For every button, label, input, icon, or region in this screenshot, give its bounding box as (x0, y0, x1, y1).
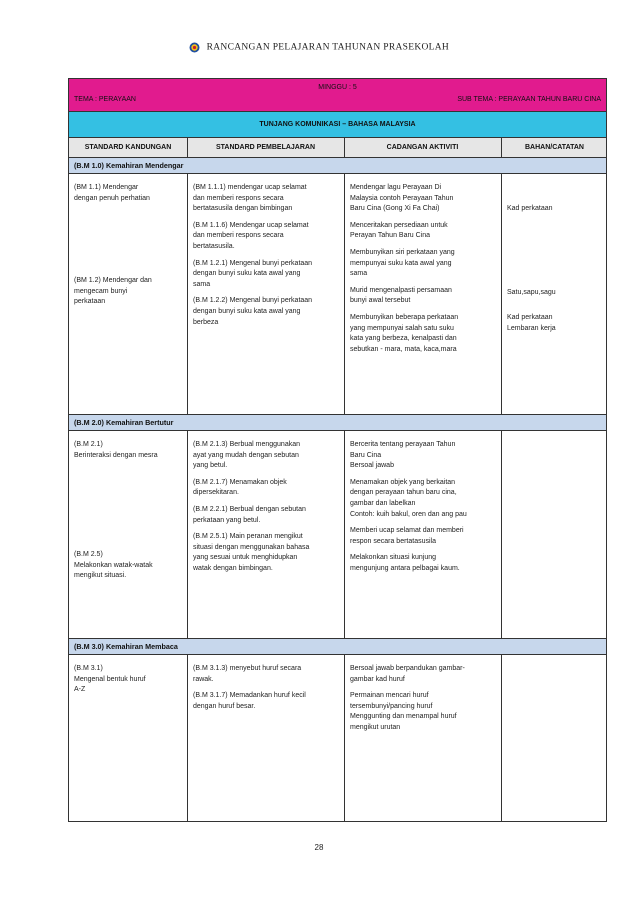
pembelajaran-item: (B.M 1.2.1) Mengenal bunyi perkataan dengan bunyi suku kata awal yang sama (193, 259, 313, 288)
aktiviti-item: Membunyikan siri perkataan yang mempunyai suku kata awal yang sama (350, 248, 455, 278)
pillar-band: TUNJANG KOMUNIKASI – BAHASA MALAYSIA (69, 112, 606, 138)
bahan-item: Kad perkataan Lembaran kerja (507, 314, 556, 332)
tema-label: TEMA : PERAYAAN (74, 96, 136, 103)
pembelajaran-cell (193, 183, 341, 334)
column-header-aktiviti: CADANGAN AKTIVITI (386, 144, 459, 151)
kandungan-item: (B.M 3.1) Mengenal bentuk huruf A-Z (74, 665, 146, 694)
kandungan-cell (74, 183, 184, 314)
bahan-item: Kad perkataan (507, 205, 553, 212)
week-band (69, 79, 606, 112)
pembelajaran-item: (B.M 3.1.7) Memadankan huruf kecil dengan huruf besar. (193, 692, 306, 710)
pembelajaran-item: (B.M 2.2.1) Berbual dengan sebutan perkataan yang betul. (193, 505, 306, 524)
section-row-membaca (69, 655, 606, 821)
column-header-pembelajaran: STANDARD PEMBELAJARAN (215, 144, 316, 151)
aktiviti-item: Bercerita tentang perayaan Tahun Baru Cina Bersoal jawab (350, 441, 456, 470)
aktiviti-cell (350, 664, 498, 740)
week-label: MINGGU : 5 (318, 84, 357, 91)
pembelajaran-cell (193, 440, 341, 581)
lesson-plan-table (68, 78, 607, 822)
section-title-bertutur: (B.M 2.0) Kemahiran Bertutur (69, 415, 606, 431)
subtema-label: SUB TEMA : PERAYAAN TAHUN BARU CINA (457, 96, 601, 103)
kandungan-cell (74, 664, 184, 702)
column-header-kandungan: STANDARD KANDUNGAN (84, 144, 172, 151)
kandungan-item: (BM 1.2) Mendengar dan mengecam bunyi perkataan (74, 277, 152, 306)
pembelajaran-item: (B.M 1.1.6) Mendengar ucap selamat dan memberi respons secara bertatasusila. (193, 221, 309, 250)
bahan-cell (507, 183, 605, 340)
section-title-mendengar: (B.M 1.0) Kemahiran Mendengar (69, 158, 606, 174)
bahan-item: Satu,sapu,sagu (507, 288, 556, 296)
document-title: RANCANGAN PELAJARAN TAHUNAN PRASEKOLAH (206, 42, 450, 53)
kandungan-item: (B.M 2.1) Berinteraksi dengan mesra (74, 441, 158, 459)
kandungan-item: (B.M 2.5) Melakonkan watak-watak mengikut situasi. (74, 551, 153, 580)
pembelajaran-item: (B.M 2.1.7) Menamakan objek dipersekitaran. (193, 478, 287, 497)
aktiviti-item: Mendengar lagu Perayaan Di Malaysia contoh Perayaan Tahun Baru Cina (Gong Xi Fa Chai) (350, 184, 454, 213)
kandungan-cell (74, 440, 184, 588)
section-row-bertutur (69, 431, 606, 639)
pembelajaran-item: (B.M 3.1.3) menyebut huruf secara rawak. (193, 665, 302, 683)
page-number: 28 (314, 843, 324, 852)
kandungan-item: (BM 1.1) Mendengar dengan penuh perhatian (74, 184, 150, 202)
pembelajaran-item: (B.M 1.2.2) Mengenal bunyi perkataan dengan bunyi suku kata awal yang berbeza (193, 297, 313, 326)
column-header-bahan: BAHAN/CATATAN (525, 144, 584, 151)
aktiviti-item: Melakonkan situasi kunjung mengunjung antara pelbagai kaum. (350, 554, 460, 572)
aktiviti-cell (350, 183, 498, 361)
aktiviti-cell (350, 440, 498, 581)
aktiviti-item: Menamakan objek yang berkaitan dengan perayaan tahun baru cina, gambar dan labelkan Contoh: kuih bakul, oren dan ang pau (350, 478, 467, 518)
page-header (0, 42, 638, 53)
pembelajaran-item: (B.M 2.1.3) Berbual menggunakan ayat yang mudah dengan sebutan yang betul. (193, 441, 301, 470)
pembelajaran-item: (B.M 2.5.1) Main peranan mengikut situasi dengan menggunakan bahasa yang sesuai untuk menghidupkan watak dengan bimbingan. (193, 533, 310, 572)
aktiviti-item: Murid mengenalpasti persamaan bunyi awal tersebut (350, 286, 452, 305)
pembelajaran-item: (BM 1.1.1) mendengar ucap selamat dan memberi respons secara bertatasusila dengan bimbingan (193, 184, 307, 213)
column-header-row (69, 138, 606, 158)
pembelajaran-cell (193, 664, 341, 718)
aktiviti-item: Membunyikan beberapa perkataan yang mempunyai salah satu suku kata yang berbeza, kenalpasti dan sebutkan - mara, mata, kaca,mara (350, 313, 459, 353)
crest-icon (189, 42, 200, 53)
section-row-mendengar (69, 174, 606, 415)
section-title-membaca: (B.M 3.0) Kemahiran Membaca (69, 639, 606, 655)
aktiviti-item: Menceritakan persediaan untuk Perayan Tahun Baru Cina (350, 221, 448, 240)
aktiviti-item: Memberi ucap selamat dan memberi respon secara bertatasusila (350, 527, 464, 545)
aktiviti-item: Permainan mencari huruf tersembunyi/pancing huruf Menggunting dan menampal huruf mengikut urutan (350, 692, 457, 731)
aktiviti-item: Bersoal jawab berpandukan gambar- gambar kad huruf (350, 665, 465, 683)
